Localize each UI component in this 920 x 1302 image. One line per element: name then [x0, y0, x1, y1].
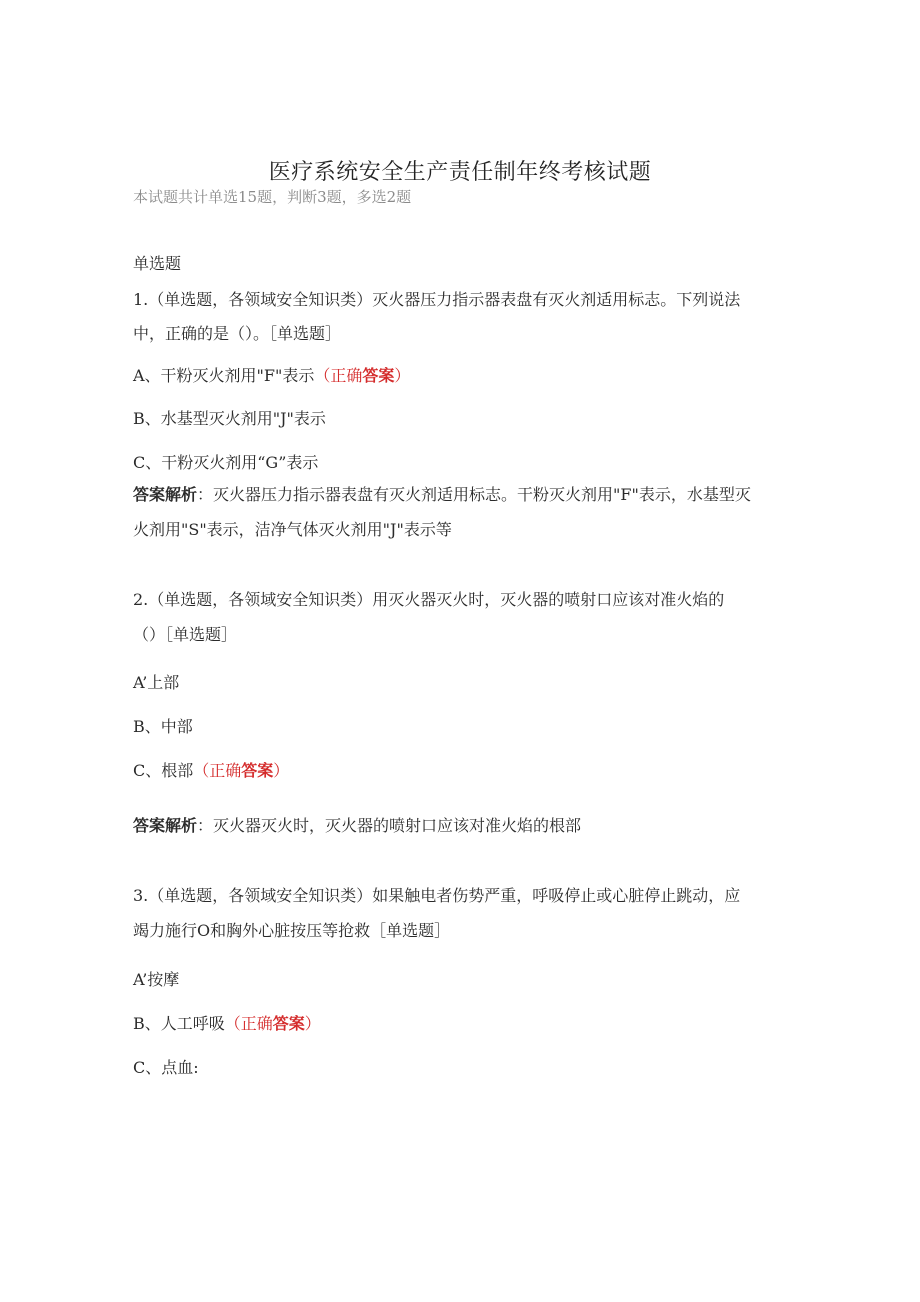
option-text: C、根部 — [133, 761, 194, 780]
question-2-option-c — [133, 761, 289, 781]
question-1-explanation-line2: 火剂用"S"表示，洁净气体灭火剂用"J"表示等 — [133, 520, 452, 539]
question-2-option-b: B、中部 — [133, 717, 193, 736]
question-3-option-c: C、点血: — [133, 1058, 199, 1077]
question-1-option-a — [133, 366, 410, 386]
exam-title: 医疗系统安全生产责任制年终考核试题 — [268, 160, 652, 185]
question-2-option-a: A’上部 — [133, 673, 180, 692]
option-text: A、干粉灭火剂用"F"表示 — [133, 366, 315, 385]
question-1-explanation-line1: 答案解析：灭火器压力指示器表盘有灭火剂适用标志。干粉灭火剂用"F"表示，水基型灭 — [133, 485, 751, 504]
correct-answer-marker: （正确答案） — [224, 1014, 321, 1033]
question-3-stem-line1: 3.（单选题，各领域安全知识类）如果触电者伤势严重，呼吸停止或心脏停止跳动，应 — [133, 886, 741, 905]
question-3-option-a: A’按摩 — [133, 970, 180, 989]
question-2-stem-line2: （）［单选题］ — [133, 625, 238, 644]
question-3-stem-line2: 竭力施行O和胸外心脏按压等抢救［单选题］ — [133, 921, 451, 940]
exam-summary: 本试题共计单选15题，判断3题，多选2题 — [133, 188, 412, 206]
question-1-stem-line2: 中，正确的是（）。［单选题］ — [133, 324, 342, 343]
question-3-option-b — [133, 1014, 321, 1034]
question-2-stem-line1: 2.（单选题，各领域安全知识类）用灭火器灭火时，灭火器的喷射口应该对准火焰的 — [133, 590, 725, 609]
option-text: B、人工呼吸 — [133, 1014, 225, 1033]
question-2-explanation: 答案解析：灭火器灭火时，灭火器的喷射口应该对准火焰的根部 — [133, 816, 582, 835]
question-1-option-b: B、水基型灭火剂用"J"表示 — [133, 409, 326, 428]
correct-answer-marker: （正确答案） — [193, 761, 290, 780]
section-label: 单选题 — [133, 254, 182, 273]
explanation-label: 答案解析 — [133, 485, 198, 504]
question-1-stem-line1: 1.（单选题，各领域安全知识类）灭火器压力指示器表盘有灭火剂适用标志。下列说法 — [133, 290, 741, 309]
question-1-option-c: C、干粉灭火剂用“G”表示 — [133, 453, 319, 472]
explanation-label: 答案解析 — [133, 816, 198, 835]
correct-answer-marker: （正确答案） — [314, 366, 411, 385]
